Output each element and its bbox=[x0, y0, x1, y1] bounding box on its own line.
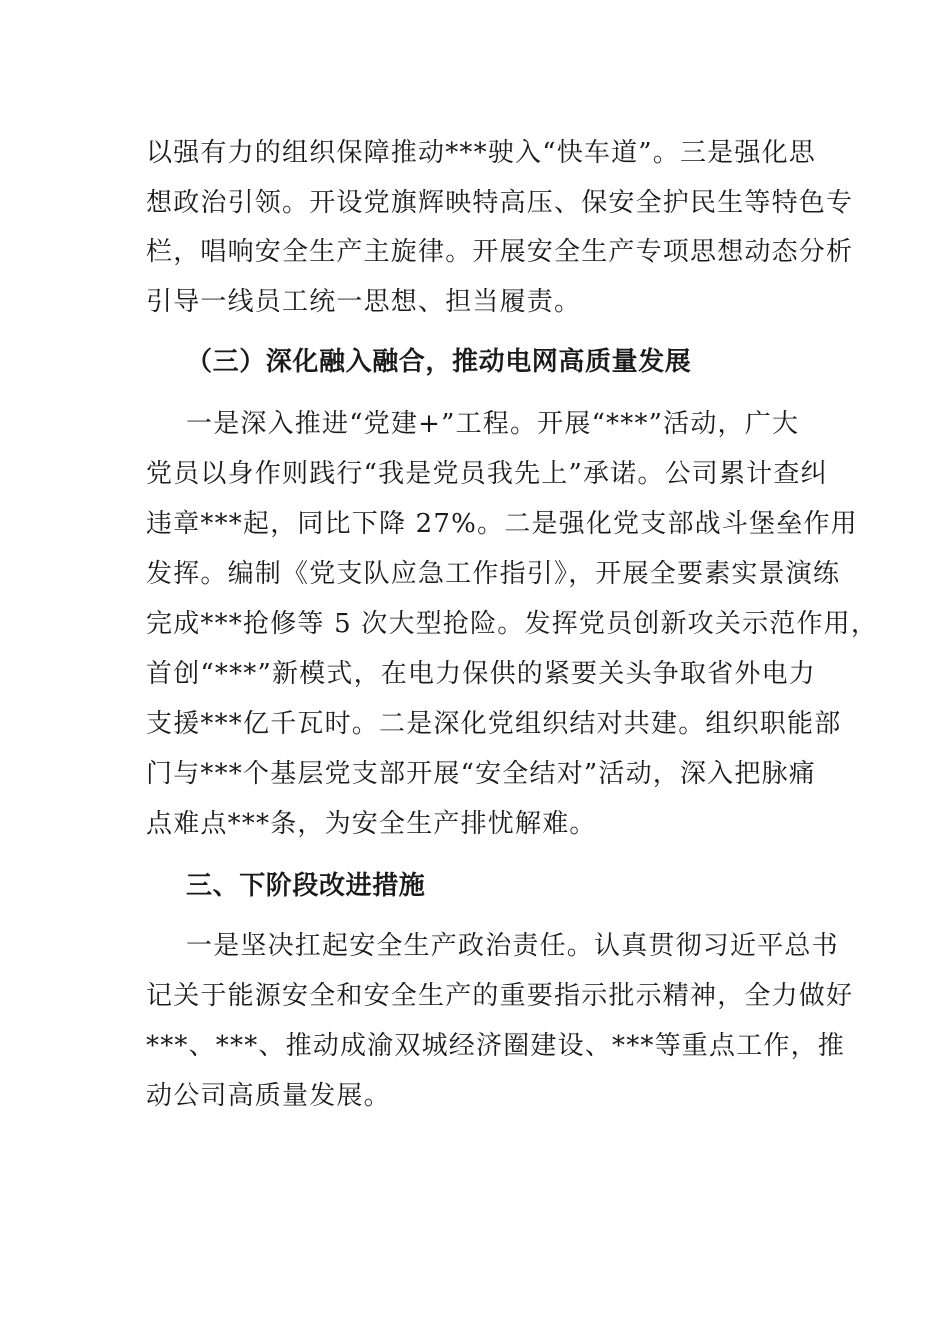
section-heading: 三、下阶段改进措施 bbox=[186, 871, 426, 901]
paragraph-3-line-2: 记关于能源安全和安全生产的重要指示批示精神，全力做好 bbox=[146, 981, 854, 1011]
paragraph-2-line-9: 点难点***条，为安全生产排忧解难。 bbox=[146, 809, 597, 839]
paragraph-3-line-1: 一是坚决扛起安全生产政治责任。认真贯彻习近平总书 bbox=[186, 931, 839, 961]
paragraph-2-line-6: 首创“***”新模式，在电力保供的紧要关头争取省外电力 bbox=[146, 659, 816, 689]
paragraph-3-line-3: ***、***、推动成渝双城经济圈建设、***等重点工作，推 bbox=[146, 1031, 846, 1061]
subsection-heading: （三）深化融入融合，推动电网高质量发展 bbox=[186, 347, 692, 377]
paragraph-1-line-1: 以强有力的组织保障推动***驶入“快车道”。三是强化思 bbox=[146, 138, 816, 168]
paragraph-2-line-8: 门与***个基层党支部开展“安全结对”活动，深入把脉痛 bbox=[146, 759, 816, 789]
paragraph-1-line-3: 栏，唱响安全生产主旋律。开展安全生产专项思想动态分析 bbox=[146, 237, 854, 267]
paragraph-2-line-5: 完成***抢修等 5 次大型抢险。发挥党员创新攻关示范作用， bbox=[146, 609, 879, 639]
paragraph-1-line-4: 引导一线员工统一思想、担当履责。 bbox=[146, 287, 582, 317]
paragraph-2-line-3: 违章***起，同比下降 27%。二是强化党支部战斗堡垒作用 bbox=[146, 509, 858, 539]
paragraph-3-line-4: 动公司高质量发展。 bbox=[146, 1081, 391, 1111]
paragraph-2-line-2: 党员以身作则践行“我是党员我先上”承诺。公司累计查纠 bbox=[146, 459, 828, 489]
paragraph-2-line-7: 支援***亿千瓦时。二是深化党组织结对共建。组织职能部 bbox=[146, 709, 842, 739]
paragraph-2-line-4: 发挥。编制《党支队应急工作指引》，开展全要素实景演练 bbox=[146, 559, 841, 589]
paragraph-2-line-1: 一是深入推进“党建+”工程。开展“***”活动，广大 bbox=[186, 409, 800, 439]
paragraph-1-line-2: 想政治引领。开设党旗辉映特高压、保安全护民生等特色专 bbox=[146, 188, 854, 218]
